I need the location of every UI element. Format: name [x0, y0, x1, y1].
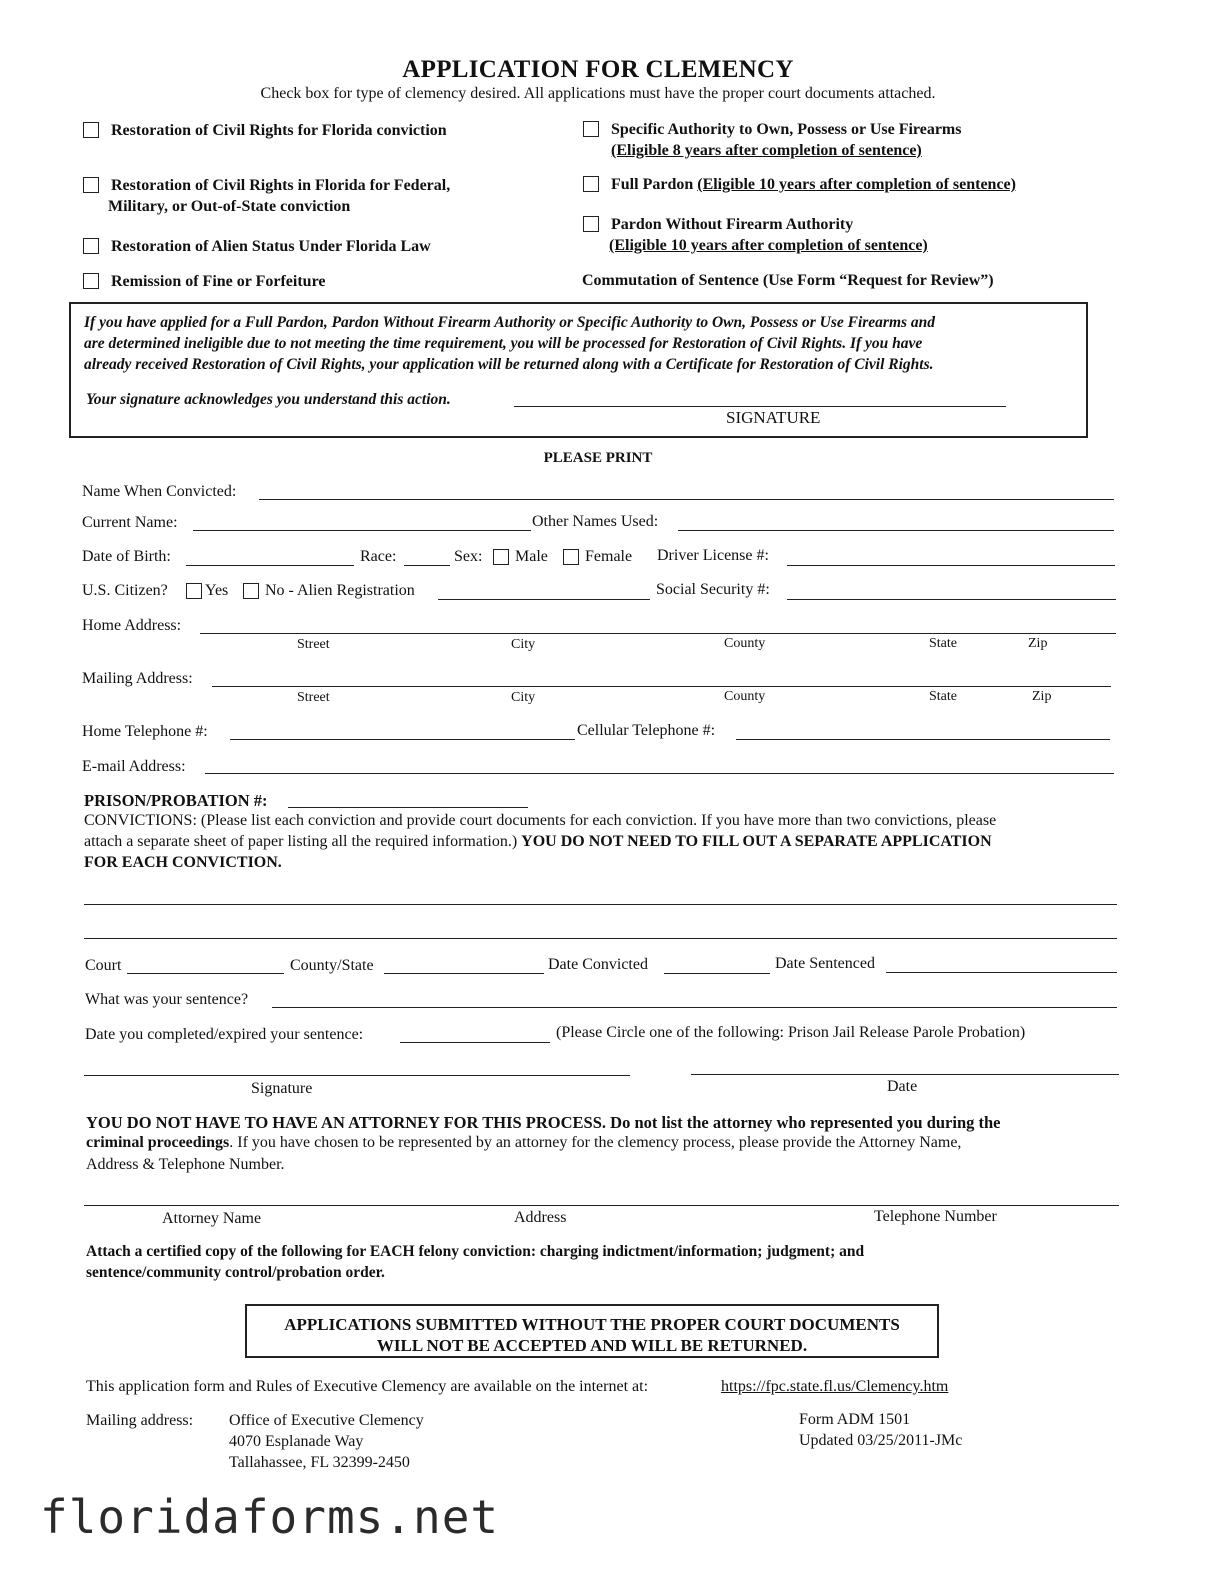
- home-phone-label: Home Telephone #:: [82, 723, 208, 740]
- applicant-signature-label: Signature: [251, 1080, 313, 1097]
- race-label: Race:: [360, 548, 397, 565]
- commutation-label: Commutation of Sentence (Use Form “Request for Review”): [582, 272, 994, 289]
- office-address-line-3: Tallahassee, FL 32399-2450: [229, 1454, 410, 1471]
- sex-female-checkbox[interactable]: [563, 549, 579, 565]
- sentence-question-label: What was your sentence?: [85, 991, 249, 1008]
- applicant-signature-field[interactable]: [84, 1075, 630, 1076]
- convictions-line-3: FOR EACH CONVICTION.: [84, 854, 282, 871]
- sex-label: Sex:: [454, 548, 483, 565]
- mailing-city-caption: City: [511, 690, 536, 705]
- warning-line-1: APPLICATIONS SUBMITTED WITHOUT THE PROPER COURT DOCUMENTS: [284, 1315, 900, 1334]
- mailing-county-caption: County: [724, 689, 766, 704]
- attorney-notice-line-3: Address & Telephone Number.: [86, 1156, 285, 1173]
- current-name-label: Current Name:: [82, 514, 178, 531]
- date-sentenced-label: Date Sentenced: [775, 955, 875, 972]
- civil-rights-fl-label: Restoration of Civil Rights for Florida conviction: [111, 122, 447, 139]
- alien-status-checkbox[interactable]: [83, 238, 99, 254]
- convictions-line-2-text: attach a separate sheet of paper listing all the required information.): [84, 833, 522, 850]
- dob-label: Date of Birth:: [82, 548, 171, 565]
- citizen-yes-label: Yes: [205, 582, 229, 599]
- pardon-without-firearm-label: Pardon Without Firearm Authority: [611, 216, 854, 233]
- civil-rights-federal-checkbox[interactable]: [83, 177, 99, 193]
- office-address-line-2: 4070 Esplanade Way: [229, 1433, 364, 1450]
- conviction-entry-line-1[interactable]: [84, 904, 1117, 905]
- race-field[interactable]: [404, 565, 450, 566]
- notice-signature-label: SIGNATURE: [726, 408, 821, 427]
- pardon-without-firearm-eligibility-text: (Eligible 10 years after completion of sentence): [609, 237, 928, 254]
- date-completed-label: Date you completed/expired your sentence:: [85, 1026, 364, 1043]
- mailing-address-heading: Mailing address:: [86, 1412, 194, 1429]
- email-label: E-mail Address:: [82, 758, 186, 775]
- alien-status-label: Restoration of Alien Status Under Florida Law: [111, 238, 431, 255]
- attorney-criminal-proceedings: criminal proceedings: [86, 1134, 230, 1151]
- full-pardon-checkbox[interactable]: [583, 176, 599, 192]
- applicant-date-field[interactable]: [691, 1074, 1119, 1075]
- notice-acknowledgement: Your signature acknowledges you understand this action.: [86, 391, 451, 408]
- prison-probation-field[interactable]: [288, 807, 528, 808]
- civil-rights-federal-label-2: Military, or Out-of-State conviction: [108, 198, 351, 215]
- ssn-field[interactable]: [787, 599, 1116, 600]
- home-county-caption: County: [724, 636, 766, 651]
- alien-registration-label: No - Alien Registration: [265, 582, 415, 599]
- mailing-address-field[interactable]: [212, 686, 1111, 687]
- other-names-label: Other Names Used:: [532, 513, 659, 530]
- please-print: PLEASE PRINT: [543, 450, 653, 466]
- form-subtitle: Check box for type of clemency desired. All applications must have the proper court documents attached.: [260, 85, 936, 102]
- form-updated: Updated 03/25/2011-JMc: [799, 1432, 963, 1449]
- sentence-field[interactable]: [272, 1007, 1117, 1008]
- cell-phone-label: Cellular Telephone #:: [577, 722, 716, 739]
- convictions-line-1: CONVICTIONS: (Please list each conviction and provide court documents for each conviction. If you have more than two convictions, please: [84, 812, 997, 829]
- full-pardon-text: Full Pardon: [611, 176, 698, 193]
- warning-line-2: WILL NOT BE ACCEPTED AND WILL BE RETURNED.: [376, 1336, 808, 1355]
- home-city-caption: City: [511, 637, 536, 652]
- other-names-field[interactable]: [678, 530, 1114, 531]
- name-convicted-label: Name When Convicted:: [82, 483, 237, 500]
- convictions-line-2-bold: YOU DO NOT NEED TO FILL OUT A SEPARATE APPLICATION: [521, 833, 992, 850]
- home-zip-caption: Zip: [1028, 636, 1048, 651]
- court-field[interactable]: [127, 973, 284, 974]
- email-field[interactable]: [205, 773, 1114, 774]
- attorney-name-label: Attorney Name: [162, 1210, 262, 1227]
- attach-line-1: Attach a certified copy of the following for EACH felony conviction: charging indictment/information; judgment; and: [86, 1243, 865, 1260]
- applicant-date-label: Date: [887, 1078, 918, 1095]
- pardon-without-firearm-eligibility: [609, 235, 928, 256]
- remission-label: Remission of Fine or Forfeiture: [111, 273, 326, 290]
- notice-line-3: already received Restoration of Civil Rights, your application will be returned along with a Certificate for Restoration of Civil Rights.: [84, 356, 934, 373]
- home-address-field[interactable]: [200, 633, 1116, 634]
- attorney-phone-label: Telephone Number: [874, 1208, 997, 1225]
- mailing-street-caption: Street: [297, 690, 330, 705]
- warning-box: [245, 1304, 939, 1358]
- alien-registration-field[interactable]: [438, 599, 650, 600]
- attorney-info-field[interactable]: [84, 1205, 1119, 1206]
- us-citizen-label: U.S. Citizen?: [82, 582, 168, 599]
- driver-license-field[interactable]: [787, 565, 1115, 566]
- attach-line-2: sentence/community control/probation order.: [86, 1264, 385, 1281]
- mailing-address-label: Mailing Address:: [82, 670, 193, 687]
- firearms-eligibility: [611, 140, 922, 161]
- home-address-label: Home Address:: [82, 617, 182, 634]
- office-address-line-1: Office of Executive Clemency: [229, 1412, 424, 1429]
- convictions-line-2: [84, 833, 992, 851]
- notice-line-2: are determined ineligible due to not meeting the time requirement, you will be processed for Restoration of Civil Rights. If you have: [84, 335, 923, 352]
- full-pardon-label: [611, 174, 1016, 195]
- current-name-field[interactable]: [193, 530, 531, 531]
- attorney-address-label: Address: [514, 1209, 567, 1226]
- notice-line-1: If you have applied for a Full Pardon, Pardon Without Firearm Authority or Specific Authority to Own, Possess or Use Firearms and: [84, 314, 936, 331]
- notice-signature-line[interactable]: [514, 406, 1006, 407]
- sex-female-label: Female: [585, 548, 633, 565]
- circle-options: (Please Circle one of the following: Prison Jail Release Parole Probation): [556, 1024, 1026, 1041]
- county-state-field[interactable]: [384, 973, 544, 974]
- county-state-label: County/State: [290, 957, 374, 974]
- attorney-notice-bold: YOU DO NOT HAVE TO HAVE AN ATTORNEY FOR THIS PROCESS. Do not list the attorney who represented you during the: [86, 1113, 1001, 1132]
- sex-male-checkbox[interactable]: [493, 549, 509, 565]
- clemency-website-link[interactable]: https://fpc.state.fl.us/Clemency.htm: [721, 1378, 949, 1395]
- dob-field[interactable]: [186, 565, 354, 566]
- mailing-zip-caption: Zip: [1032, 689, 1052, 704]
- firearms-authority-checkbox[interactable]: [583, 121, 599, 137]
- civil-rights-fl-checkbox[interactable]: [83, 122, 99, 138]
- home-phone-field[interactable]: [230, 739, 575, 740]
- citizen-no-checkbox[interactable]: [243, 583, 259, 599]
- date-convicted-label: Date Convicted: [548, 956, 648, 973]
- ssn-label: Social Security #:: [656, 581, 770, 598]
- driver-license-label: Driver License #:: [657, 547, 769, 564]
- date-sentenced-field[interactable]: [886, 972, 1117, 973]
- pardon-without-firearm-checkbox[interactable]: [583, 216, 599, 232]
- remission-checkbox[interactable]: [83, 273, 99, 289]
- firearms-eligibility-text: (Eligible 8 years after completion of sentence): [611, 142, 922, 159]
- sex-male-label: Male: [515, 548, 548, 565]
- site-watermark: floridaforms.net: [40, 1490, 500, 1544]
- citizen-yes-checkbox[interactable]: [186, 583, 202, 599]
- cell-phone-field[interactable]: [736, 739, 1110, 740]
- date-completed-field[interactable]: [400, 1042, 550, 1043]
- attorney-notice-line-2: [86, 1134, 961, 1152]
- attorney-notice-line-2-text: . If you have chosen to be represented by an attorney for the clemency process, please provide the Attorney Name,: [229, 1134, 962, 1151]
- court-label: Court: [85, 957, 122, 974]
- conviction-entry-line-2[interactable]: [84, 938, 1117, 939]
- date-convicted-field[interactable]: [664, 973, 770, 974]
- prison-probation-label: PRISON/PROBATION #:: [84, 791, 268, 810]
- firearms-authority-label: Specific Authority to Own, Possess or Use Firearms: [611, 121, 962, 138]
- mailing-state-caption: State: [929, 689, 957, 704]
- full-pardon-eligibility: (Eligible 10 years after completion of sentence): [697, 176, 1016, 193]
- form-title: APPLICATION FOR CLEMENCY: [402, 56, 794, 83]
- internet-availability: This application form and Rules of Executive Clemency are available on the internet at:: [86, 1378, 649, 1395]
- home-state-caption: State: [929, 636, 957, 651]
- home-street-caption: Street: [297, 637, 330, 652]
- name-convicted-field[interactable]: [259, 499, 1114, 500]
- civil-rights-federal-label-1: Restoration of Civil Rights in Florida for Federal,: [111, 177, 451, 194]
- form-id: Form ADM 1501: [799, 1411, 911, 1428]
